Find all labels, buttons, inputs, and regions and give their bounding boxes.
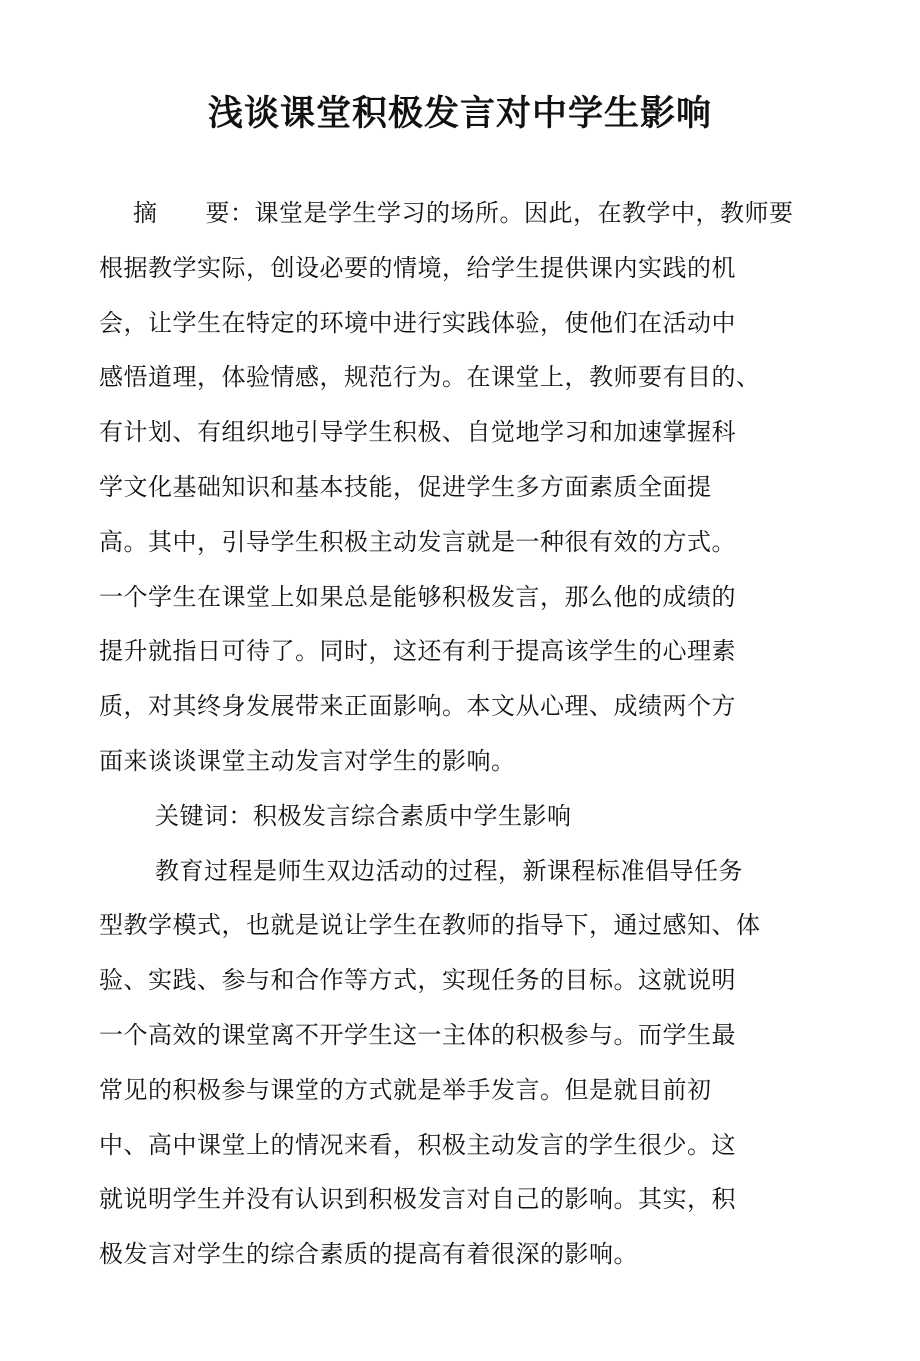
abstract-label-second: 要： xyxy=(205,199,255,227)
paragraph-line: 常见的积极参与课堂的方式就是举手发言。但是就目前初 xyxy=(99,1075,712,1104)
paragraph-line: 型教学模式，也就是说让学生在教师的指导下，通过感知、体 xyxy=(99,911,761,940)
abstract-line: 面来谈谈课堂主动发言对学生的影响。 xyxy=(99,746,516,775)
paragraph-line: 一个高效的课堂离不开学生这一主体的积极参与。而学生最 xyxy=(99,1020,736,1049)
abstract-line: 根据教学实际，创设必要的情境，给学生提供课内实践的机 xyxy=(99,253,736,282)
abstract-line: 感悟道理，体验情感，规范行为。在课堂上，教师要有目的、 xyxy=(99,363,761,392)
paragraph-line: 极发言对学生的综合素质的提高有着很深的影响。 xyxy=(99,1240,638,1269)
document-body xyxy=(99,196,839,1292)
abstract-line: 学文化基础知识和基本技能，促进学生多方面素质全面提 xyxy=(99,472,712,501)
abstract-line: 一个学生在课堂上如果总是能够积极发言，那么他的成绩的 xyxy=(99,582,736,611)
paragraph-line: 验、实践、参与和合作等方式，实现任务的目标。这就说明 xyxy=(99,966,736,995)
abstract-text: 课堂是学生学习的场所。因此，在教学中，教师要 xyxy=(254,199,794,227)
paragraph-line: 中、高中课堂上的情况来看，积极主动发言的学生很少。这 xyxy=(99,1130,736,1159)
abstract-line: 提升就指日可待了。同时，这还有利于提高该学生的心理素 xyxy=(99,637,736,666)
paragraph-line: 就说明学生并没有认识到积极发言对自己的影响。其实，积 xyxy=(99,1185,736,1214)
document-title: 浅谈课堂积极发言对中学生影响 xyxy=(207,94,712,134)
abstract-label-first: 摘 xyxy=(133,199,158,227)
keywords-line: 关键词：积极发言综合素质中学生影响 xyxy=(155,801,572,830)
abstract-line: 质，对其终身发展带来正面影响。本文从心理、成绩两个方 xyxy=(99,692,736,721)
abstract-line: 有计划、有组织地引导学生积极、自觉地学习和加速掌握科 xyxy=(99,418,736,447)
paragraph-line: 教育过程是师生双边活动的过程，新课程标准倡导任务 xyxy=(155,856,743,885)
abstract-line: 会，让学生在特定的环境中进行实践体验，使他们在活动中 xyxy=(99,308,736,337)
abstract-line xyxy=(99,196,839,251)
abstract-line: 高。其中，引导学生积极主动发言就是一种很有效的方式。 xyxy=(99,527,736,556)
